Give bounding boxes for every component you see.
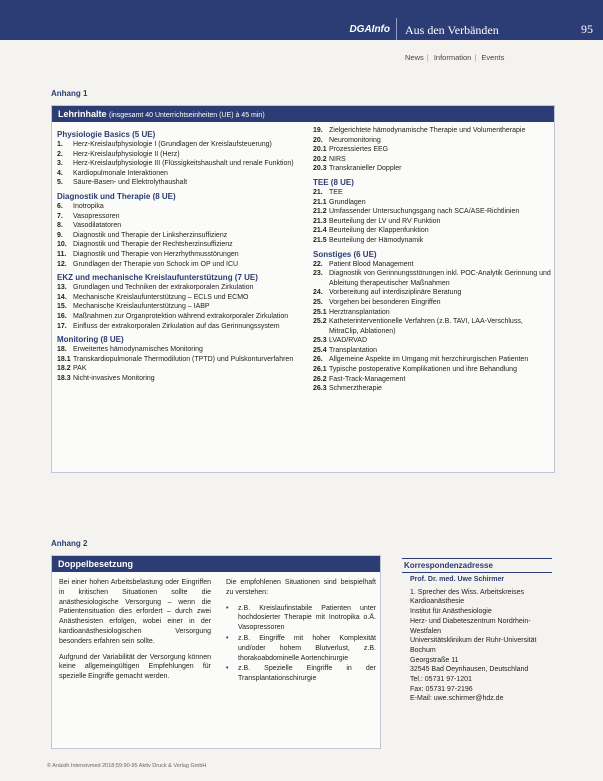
list-item xyxy=(226,664,376,684)
item-number: 17. xyxy=(57,322,67,330)
item-text: Prozessiertes EEG xyxy=(329,146,389,154)
item-text: Allgemeine Aspekte im Umgang mit herzchirurgischen Patienten xyxy=(329,356,529,364)
address-line: Fax: 05731 97-2196 xyxy=(410,685,473,693)
item-number: 22. xyxy=(313,260,323,268)
item-text: Grundlagen xyxy=(329,198,366,206)
contact-address xyxy=(410,575,555,704)
item-number: 21.2 xyxy=(313,208,327,216)
list-item xyxy=(57,202,305,212)
bullet-icon: • xyxy=(226,604,229,612)
item-text: TEE xyxy=(329,188,343,196)
item-text: Schmerztherapie xyxy=(329,385,382,393)
list-item xyxy=(313,317,551,336)
item-number: 26.2 xyxy=(313,375,327,383)
item-number: 11. xyxy=(57,250,67,258)
item-text: Katheterinterventionelle Verfahren (z.B. TAVI, LAA-Verschluss, MitraClip, Ablationen) xyxy=(329,318,523,335)
item-number: 25.2 xyxy=(313,318,327,326)
address-line: Herz- und Diabeteszentrum Nordrhein-Westfalen xyxy=(410,617,531,635)
list-item xyxy=(313,226,551,236)
list-item xyxy=(313,126,551,136)
item-number: 20.3 xyxy=(313,165,327,173)
item-text: Zielgerichtete hämodynamische Therapie und Volumentherapie xyxy=(329,127,526,134)
address-line: Institut für Anästhesiologie xyxy=(410,608,492,616)
item-text: Mechanische Kreislaufunterstützung – IABP xyxy=(73,303,210,311)
item-number: 19. xyxy=(313,127,323,134)
list-item xyxy=(57,355,305,365)
item-text: Patient Blood Management xyxy=(329,260,414,268)
list-item xyxy=(313,136,551,146)
item-text: LVAD/RVAD xyxy=(329,337,367,345)
curriculum-note: (insgesamt 40 Unterrichtseinheiten (UE) à 45 min) xyxy=(109,112,265,119)
header-divider xyxy=(396,18,397,40)
item-number: 18.2 xyxy=(57,365,71,373)
bullet-icon: • xyxy=(226,665,229,673)
item-number: 1. xyxy=(57,141,63,148)
item-text: Kardiopulmonale Interaktionen xyxy=(73,169,168,177)
list-item xyxy=(313,336,551,346)
item-text: Grundlagen und Techniken der extrakorporalen Zirkulation xyxy=(73,284,254,292)
situations-text xyxy=(226,578,376,685)
item-text: PAK xyxy=(73,365,87,373)
topic-heading: TEE (8 UE) xyxy=(313,177,354,187)
list-item xyxy=(57,283,305,293)
bullet-text: z.B. Kreislaufinstabile Patienten unter hochdosierter Therapie mit Inotropika o.Ä. Vasopressoren xyxy=(238,604,376,632)
list-item xyxy=(57,150,305,160)
item-number: 24. xyxy=(313,289,323,297)
page-number: 95 xyxy=(581,22,593,36)
nav-news[interactable]: News xyxy=(405,53,424,62)
list-item xyxy=(313,188,551,198)
curriculum-title: Lehrinhalte (insgesamt 40 Unterrichtseinheiten (UE) à 45 min) xyxy=(52,106,554,122)
item-text: Vasopressoren xyxy=(73,212,120,220)
address-line: Georgstraße 11 xyxy=(410,656,459,664)
list-item xyxy=(313,207,551,217)
section-nav: News | Information | Events xyxy=(405,53,505,62)
list-item xyxy=(313,236,551,246)
item-number: 3. xyxy=(57,160,63,168)
item-number: 18.3 xyxy=(57,374,71,382)
item-number: 26.1 xyxy=(313,366,327,374)
item-number: 9. xyxy=(57,231,63,239)
item-text: Diagnostik und Therapie der Linksherzinsuffizienz xyxy=(73,231,228,239)
list-item xyxy=(57,250,305,260)
paragraph: Bei einer hohen Arbeitsbelastung oder Eingriffen in kritischen Situationen sollte die anästhesiologische Versorgung – wenn die Patientensituation dies erfordert – durch zwei Anästhesisten erfolgen, wobei einer in der kardioanästhesiologischen Versorgung besonders erfahren sein sollte. xyxy=(59,579,211,645)
item-text: Diagnostik von Gerinnungsstörungen inkl. POC-Analytik Gerinnung und Ableitung therapeutischer Maßnahmen xyxy=(329,270,551,287)
item-text: Umfassender Untersuchungsgang nach SCA/ASE-Richtlinien xyxy=(329,208,520,216)
item-text: Mechanische Kreislaufunterstützung – ECLS und ECMO xyxy=(73,293,249,301)
item-text: Nicht-invasives Monitoring xyxy=(73,374,155,382)
list-item xyxy=(57,260,305,270)
item-text: Beurteilung der Klappenfunktion xyxy=(329,227,429,235)
topic-heading: Sonstiges (6 UE) xyxy=(313,249,377,259)
list-item xyxy=(313,260,551,270)
contact-email[interactable]: E-Mail: uwe.schirmer@hdz.de xyxy=(410,695,504,703)
item-text: Transplantation xyxy=(329,346,377,354)
list-item xyxy=(57,345,305,355)
item-number: 21.5 xyxy=(313,236,327,244)
item-text: Fast-Track-Management xyxy=(329,375,406,383)
list-item xyxy=(57,178,305,188)
appendix-1-label: Anhang 1 xyxy=(51,89,88,98)
list-item xyxy=(313,308,551,318)
list-item xyxy=(57,293,305,303)
item-number: 18.1 xyxy=(57,355,71,363)
item-text: Herz-Kreislaufphysiologie III (Flüssigkeitshaushalt und renale Funktion) xyxy=(73,160,294,168)
item-number: 23. xyxy=(313,270,323,278)
item-number: 26.3 xyxy=(313,385,327,393)
list-item xyxy=(57,364,305,374)
item-text: Diagnostik und Therapie von Herzrhythmusstörungen xyxy=(73,250,239,258)
item-number: 20. xyxy=(313,136,323,144)
list-item xyxy=(57,159,305,169)
item-number: 25.4 xyxy=(313,346,327,354)
item-number: 18. xyxy=(57,346,67,354)
item-number: 6. xyxy=(57,202,63,210)
item-number: 20.2 xyxy=(313,155,327,163)
topic-heading: Diagnostik und Therapie (8 UE) xyxy=(57,191,176,201)
bullet-text: z.B. Spezielle Eingriffe in der Transplantationschirurgie xyxy=(238,665,376,683)
item-text: Maßnahmen zur Organprotektion während extrakorporaler Zirkulation xyxy=(73,312,289,320)
item-number: 20.1 xyxy=(313,146,327,154)
item-number: 26. xyxy=(313,356,323,364)
item-text: Vorgehen bei besonderen Eingriffen xyxy=(329,298,441,306)
item-number: 5. xyxy=(57,179,63,187)
list-item xyxy=(313,346,551,356)
item-number: 16. xyxy=(57,312,67,320)
list-item xyxy=(313,355,551,365)
nav-information[interactable]: Information xyxy=(433,53,472,62)
item-text: Neuromonitoring xyxy=(329,136,381,144)
list-item xyxy=(313,269,551,288)
page-footer: © Anästh Intensivmed 2018;59:90-95 Aktiv Druck & Verlag GmbH xyxy=(47,763,207,769)
item-number: 25. xyxy=(313,298,323,306)
item-text: Diagnostik und Therapie der Rechtsherzinsuffizienz xyxy=(73,241,233,249)
contact-title: Korrespondenzadresse xyxy=(402,558,552,573)
list-item xyxy=(313,217,551,227)
bullet-text: z.B. Eingriffe mit hoher Komplexität und/oder hohem Blutverlust, z.B. thorakoabdominelle Aortenchirurgie xyxy=(238,634,376,662)
item-number: 21.4 xyxy=(313,227,327,235)
list-item xyxy=(313,198,551,208)
list-item xyxy=(226,634,376,663)
item-number: 8. xyxy=(57,222,63,230)
address-line: 1. Sprecher des Wiss. Arbeitskreises Kardioanästhesie xyxy=(410,588,524,606)
item-text: Transkardiopulmonale Thermodilution (TPTD) und Pulskonturverfahren xyxy=(73,355,294,363)
list-item xyxy=(313,298,551,308)
address-line: Universitätsklinikum der Ruhr-Universität Bochum xyxy=(410,637,537,654)
item-number: 2. xyxy=(57,150,63,158)
list-item xyxy=(57,302,305,312)
item-text: NIRS xyxy=(329,155,346,163)
item-number: 21. xyxy=(313,188,323,196)
list-item xyxy=(57,312,305,322)
double-staffing-text xyxy=(59,578,211,688)
item-text: Inotropika xyxy=(73,202,104,210)
item-number: 25.1 xyxy=(313,308,327,316)
item-number: 7. xyxy=(57,212,63,220)
list-item xyxy=(313,145,551,155)
list-item xyxy=(313,155,551,165)
page-header xyxy=(0,0,603,40)
list-item xyxy=(313,288,551,298)
item-text: Herztransplantation xyxy=(329,308,390,316)
curriculum-right-column xyxy=(313,126,551,394)
item-text: Säure-Basen- und Elektrolythaushalt xyxy=(73,179,188,187)
item-text: Grundlagen der Therapie von Schock im OP und ICU xyxy=(73,260,239,268)
topic-heading: Monitoring (8 UE) xyxy=(57,335,124,345)
journal-brand: DGAInfo xyxy=(349,24,390,35)
item-text: Transkranieller Doppler xyxy=(329,165,402,173)
contact-name: Prof. Dr. med. Uwe Schirmer xyxy=(410,576,505,583)
list-item xyxy=(57,221,305,231)
situations-intro: Die empfohlenen Situationen sind beispielhaft zu verstehen: xyxy=(226,579,376,596)
nav-events[interactable]: Events xyxy=(481,53,505,62)
address-line: 32545 Bad Oeynhausen, Deutschland xyxy=(410,666,529,674)
item-number: 15. xyxy=(57,303,67,311)
item-number: 21.3 xyxy=(313,217,327,225)
item-text: Herz-Kreislaufphysiologie I (Grundlagen der Kreislaufsteuerung) xyxy=(73,141,272,148)
topic-heading: EKZ und mechanische Kreislaufunterstützung (7 UE) xyxy=(57,273,258,283)
list-item xyxy=(57,231,305,241)
list-item xyxy=(57,322,305,332)
list-item xyxy=(57,140,305,150)
curriculum-left-column xyxy=(57,126,305,383)
item-number: 25.3 xyxy=(313,337,327,345)
appendix-2-label: Anhang 2 xyxy=(51,539,88,548)
item-text: Beurteilung der Hämodynamik xyxy=(329,236,424,244)
item-text: Erweitertes hämodynamisches Monitoring xyxy=(73,346,203,354)
item-text: Einfluss der extrakorporalen Zirkulation auf das Gerinnungssystem xyxy=(73,322,280,330)
double-staffing-title: Doppelbesetzung xyxy=(52,556,380,572)
item-number: 21.1 xyxy=(313,198,327,206)
item-number: 13. xyxy=(57,284,67,292)
address-line: Tel.: 05731 97-1201 xyxy=(410,676,472,684)
list-item xyxy=(313,365,551,375)
item-text: Herz-Kreislaufphysiologie II (Herz) xyxy=(73,150,180,158)
topic-heading: Physiologie Basics (5 UE) xyxy=(57,130,156,139)
list-item xyxy=(313,164,551,174)
list-item xyxy=(57,240,305,250)
list-item xyxy=(313,384,551,394)
situations-list xyxy=(226,604,376,684)
item-text: Vasodilatatoren xyxy=(73,222,122,230)
list-item xyxy=(57,374,305,384)
list-item xyxy=(226,604,376,633)
list-item xyxy=(57,212,305,222)
item-number: 14. xyxy=(57,293,67,301)
item-text: Beurteilung der LV und RV Funktion xyxy=(329,217,441,225)
item-number: 12. xyxy=(57,260,67,268)
item-text: Vorbereitung auf interdisziplinäre Beratung xyxy=(329,289,462,297)
paragraph: Aufgrund der Variabilität der Versorgung können keine allgemeingültigen Empfehlungen für spezielle Eingriffe gemacht werden. xyxy=(59,653,211,681)
section-title: Aus den Verbänden xyxy=(405,23,499,37)
item-number: 4. xyxy=(57,169,63,177)
list-item xyxy=(313,375,551,385)
item-number: 10. xyxy=(57,241,67,249)
bullet-icon: • xyxy=(226,634,229,642)
list-item xyxy=(57,169,305,179)
item-text: Typische postoperative Komplikationen und ihre Behandlung xyxy=(329,366,517,374)
